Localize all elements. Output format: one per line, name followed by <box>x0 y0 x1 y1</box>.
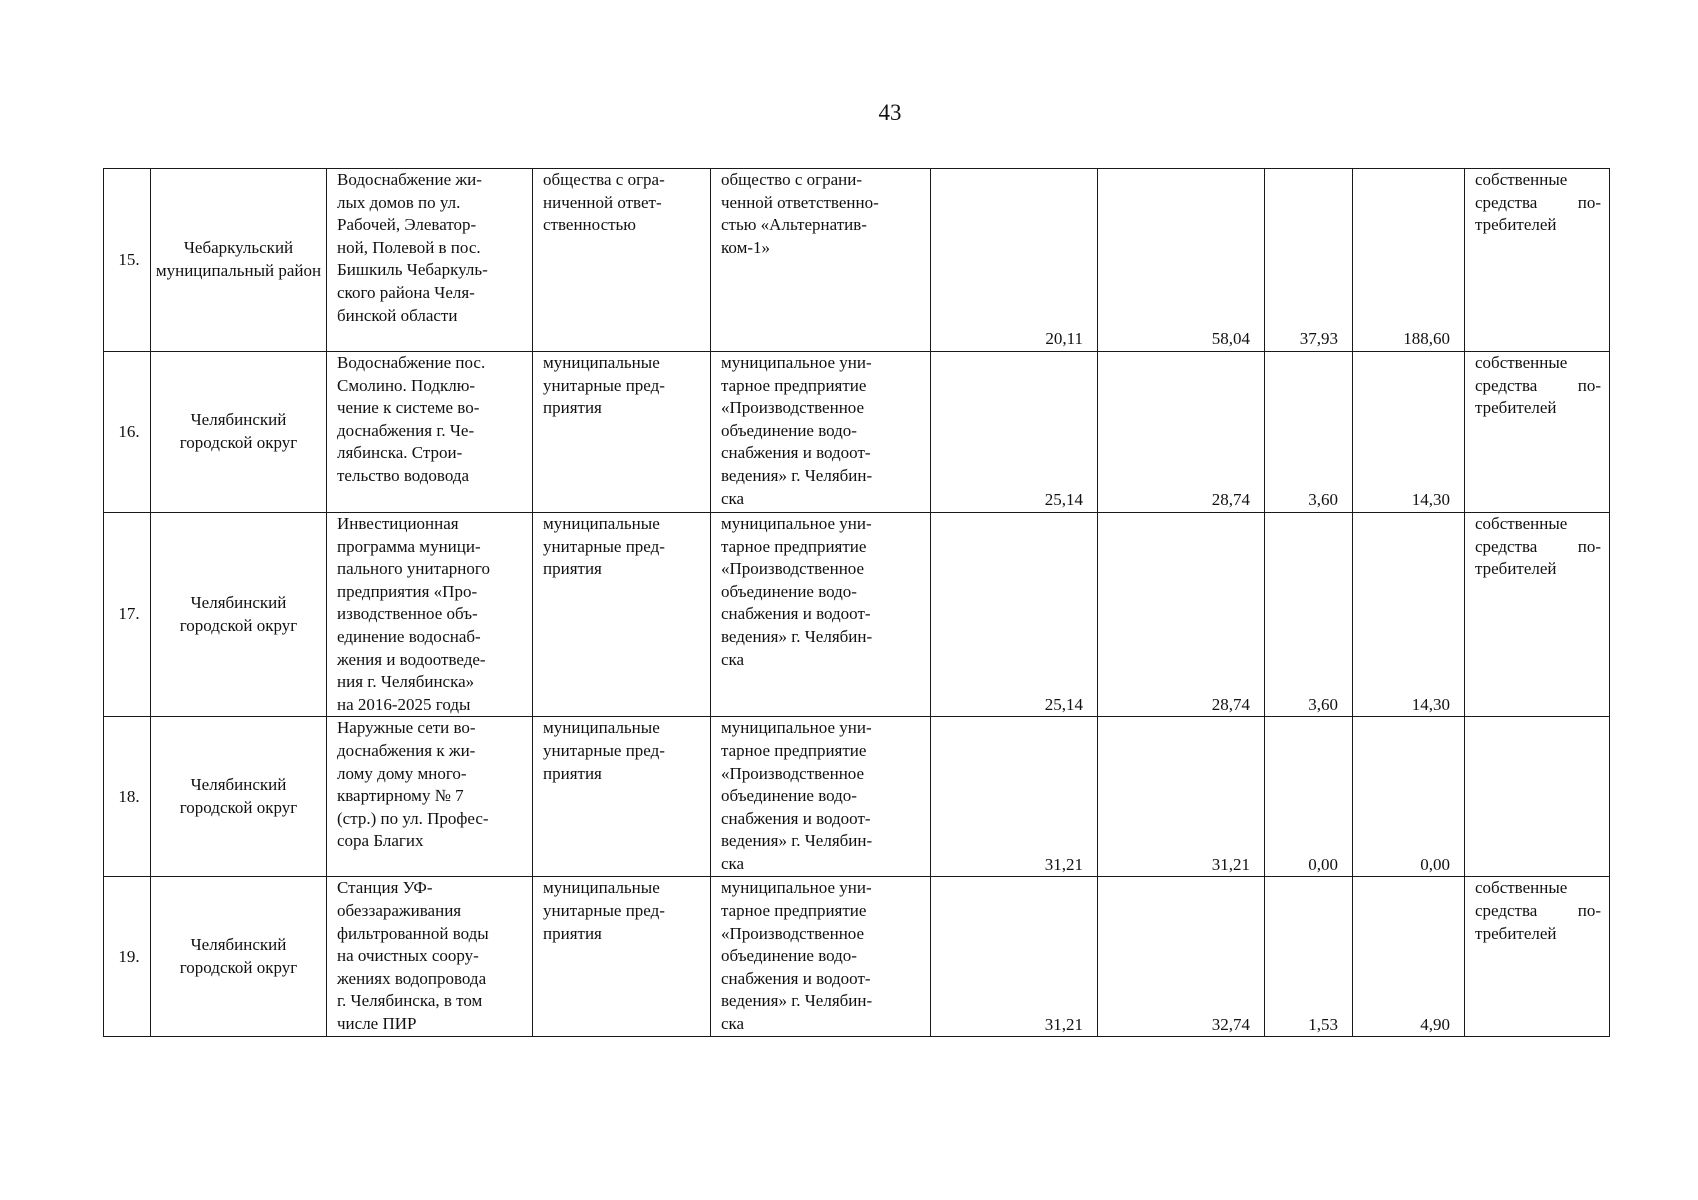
table-row <box>104 169 1610 352</box>
org-type-cell: муниципальные унитарные пред- приятия <box>533 352 711 513</box>
org-type-cell: общества с огра- ниченной ответ- ственностью <box>533 169 711 352</box>
value-cell-2: 31,21 <box>1098 717 1265 877</box>
funding-line-1: собственные <box>1475 878 1568 898</box>
value-cell-3: 3,60 <box>1265 352 1353 513</box>
funding-source-cell <box>1465 513 1610 717</box>
row-number: 15. <box>104 169 151 352</box>
funding-source-cell <box>1465 169 1610 352</box>
value-cell-1: 20,11 <box>931 169 1098 352</box>
funding-line-2: средства по- <box>1475 900 1601 920</box>
value-cell-4: 14,30 <box>1353 352 1465 513</box>
value-cell-2: 28,74 <box>1098 352 1265 513</box>
table-row <box>104 877 1610 1037</box>
funding-line-3: требителей <box>1475 398 1557 418</box>
value-cell-4: 14,30 <box>1353 513 1465 717</box>
value-cell-3: 37,93 <box>1265 169 1353 352</box>
funding-source-cell <box>1465 877 1610 1037</box>
project-name-cell: Инвестиционная программа муници- пального унитарного предприятия «Про- изводственное объ- единение водоснаб- жения и водоотведе- ния г. Челябинска» на 2016-2025 годы <box>327 513 533 717</box>
value-cell-2: 28,74 <box>1098 513 1265 717</box>
project-name-cell: Наружные сети во- доснабжения к жи- лому дому много- квартирному № 7 (стр.) по ул. Профес- сора Благих <box>327 717 533 877</box>
project-name-cell: Водоснабжение жи- лых домов по ул. Рабочей, Элеватор- ной, Полевой в пос. Бишкиль Чебаркуль- ского района Челя- бинской области <box>327 169 533 352</box>
value-cell-1: 31,21 <box>931 877 1098 1037</box>
funding-line-1: собственные <box>1475 170 1568 189</box>
municipality-cell: Челябинский городской округ <box>151 352 327 513</box>
municipality-cell: Чебаркульский муниципальный район <box>151 169 327 352</box>
org-type-cell: муниципальные унитарные пред- приятия <box>533 717 711 877</box>
funding-line-2: средства по- <box>1475 192 1601 212</box>
municipality-cell: Челябинский городской округ <box>151 717 327 877</box>
table-row <box>104 352 1610 513</box>
value-cell-2: 58,04 <box>1098 169 1265 352</box>
row-number: 17. <box>104 513 151 717</box>
table-row <box>104 513 1610 717</box>
row-number: 18. <box>104 717 151 877</box>
funding-line-1: собственные <box>1475 353 1568 372</box>
funding-line-3: требителей <box>1475 215 1557 235</box>
value-cell-1: 25,14 <box>931 513 1098 717</box>
value-cell-4: 4,90 <box>1353 877 1465 1037</box>
value-cell-3: 0,00 <box>1265 717 1353 877</box>
funding-line-1: собственные <box>1475 514 1568 533</box>
funding-line-2: средства по- <box>1475 375 1601 395</box>
value-cell-3: 3,60 <box>1265 513 1353 717</box>
value-cell-1: 31,21 <box>931 717 1098 877</box>
org-name-cell: общество с ограни- ченной ответственно- стью «Альтернатив- ком-1» <box>711 169 931 352</box>
table-row <box>104 717 1610 877</box>
value-cell-4: 188,60 <box>1353 169 1465 352</box>
funding-line-3: требителей <box>1475 923 1557 943</box>
project-name-cell: Станция УФ- обеззараживания фильтрованной воды на очистных соору- жениях водопровода г. Челябинска, в том числе ПИР <box>327 877 533 1037</box>
funding-source-cell <box>1465 352 1610 513</box>
value-cell-2: 32,74 <box>1098 877 1265 1037</box>
municipality-cell: Челябинский городской округ <box>151 877 327 1037</box>
funding-line-3: требителей <box>1475 559 1557 579</box>
org-name-cell: муниципальное уни- тарное предприятие «Производственное объединение водо- снабжения и водоот- ведения» г. Челябин- ска <box>711 352 931 513</box>
value-cell-4: 0,00 <box>1353 717 1465 877</box>
org-name-cell: муниципальное уни- тарное предприятие «Производственное объединение водо- снабжения и водоот- ведения» г. Челябин- ска <box>711 877 931 1037</box>
org-type-cell: муниципальные унитарные пред- приятия <box>533 513 711 717</box>
value-cell-1: 25,14 <box>931 352 1098 513</box>
investment-projects-table <box>103 168 1610 1037</box>
row-number: 16. <box>104 352 151 513</box>
org-type-cell: муниципальные унитарные пред- приятия <box>533 877 711 1037</box>
org-name-cell: муниципальное уни- тарное предприятие «Производственное объединение водо- снабжения и водоот- ведения» г. Челябин- ска <box>711 513 931 717</box>
value-cell-3: 1,53 <box>1265 877 1353 1037</box>
funding-source-cell <box>1465 717 1610 877</box>
page-number: 43 <box>878 100 902 125</box>
row-number: 19. <box>104 877 151 1037</box>
org-name-cell: муниципальное уни- тарное предприятие «Производственное объединение водо- снабжения и водоот- ведения» г. Челябин- ска <box>711 717 931 877</box>
project-name-cell: Водоснабжение пос. Смолино. Подклю- чение к системе во- доснабжения г. Че- лябинска. Строи- тельство водовода <box>327 352 533 513</box>
funding-line-2: средства по- <box>1475 536 1601 556</box>
municipality-cell: Челябинский городской округ <box>151 513 327 717</box>
